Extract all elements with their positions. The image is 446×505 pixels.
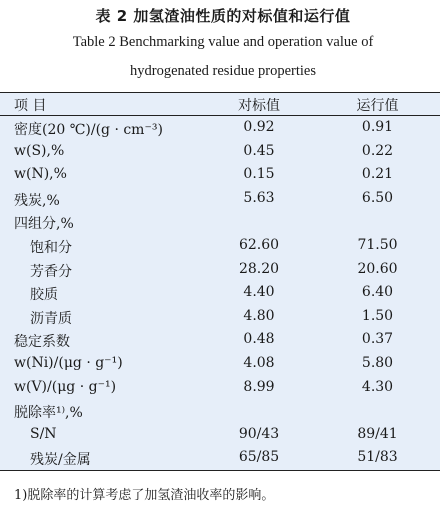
table-row [0,305,440,329]
benchmark-value: 4.40 [243,284,275,301]
table-body [0,116,440,470]
operation-value: 4.30 [361,378,394,395]
operation-value: 89/41 [357,425,398,442]
benchmark-value: 4.08 [243,354,275,371]
benchmark-value: 0.15 [243,166,275,183]
benchmark-value: 0.48 [243,331,275,348]
row-label: 胶质 [30,287,58,304]
benchmark-value: 0.45 [243,142,275,159]
table-footnote: 1)脱除率的计算考虑了加氢渣油收率的影响。 [14,488,275,503]
operation-value: 71.50 [357,236,398,253]
header-item: 项 目 [14,98,47,114]
benchmark-value: 28.20 [238,260,280,277]
row-label: 脱除率¹⁾,% [14,405,83,422]
table-row [0,187,440,211]
row-label: 饱和分 [30,239,72,256]
operation-value: 0.21 [361,166,394,183]
benchmark-value: 5.63 [243,189,275,206]
table-row [0,140,440,164]
operation-value: 0.22 [361,142,394,159]
operation-value: 1.50 [361,307,394,324]
table-row [0,258,440,282]
operation-value: 6.50 [361,189,394,206]
table-row [0,352,440,376]
table-row [0,163,440,187]
row-label: 芳香分 [30,263,72,280]
table-row [0,399,440,423]
table-row [0,116,440,140]
header-benchmark: 对标值 [238,98,280,114]
table-row [0,423,440,447]
operation-value: 0.37 [361,331,394,348]
header-operation: 运行值 [356,98,399,114]
row-label: 沥青质 [30,310,72,327]
row-label: 四组分,% [14,216,74,233]
table-caption-english-line1: Table 2 Benchmarking value and operation value of [72,34,374,50]
row-label: w(V)/(μg · g⁻¹) [14,378,117,395]
row-label: w(Ni)/(μg · g⁻¹) [14,354,123,371]
row-label: w(S),% [14,142,65,159]
operation-value: 20.60 [357,260,398,277]
benchmark-value: 0.92 [243,119,275,135]
operation-value: 5.80 [361,354,394,371]
row-label: 密度(20 ℃)/(g · cm⁻³) [14,122,163,138]
table-row [0,328,440,352]
properties-table [0,92,440,471]
row-label: 残炭/金属 [30,452,91,469]
benchmark-value: 65/85 [238,449,280,466]
row-label: S/N [30,425,57,442]
operation-value: 0.91 [361,119,394,135]
table-row [0,234,440,258]
benchmark-value: 90/43 [238,425,280,442]
table-row [0,281,440,305]
row-label: 残炭,% [14,192,60,209]
table-row [0,376,440,400]
table-row [0,210,440,234]
benchmark-value: 4.80 [243,307,275,324]
row-label: w(N),% [14,166,67,183]
row-label: 稳定系数 [14,334,70,351]
table-caption-chinese: 表 2 加氢渣油性质的对标值和运行值 [95,7,351,25]
benchmark-value: 62.60 [238,236,280,253]
table-header-row [0,93,440,116]
operation-value: 51/83 [357,449,398,466]
benchmark-value: 8.99 [243,378,275,395]
operation-value: 6.40 [361,284,394,301]
table-caption-english-line2: hydrogenated residue properties [129,63,316,79]
table-row [0,446,440,470]
